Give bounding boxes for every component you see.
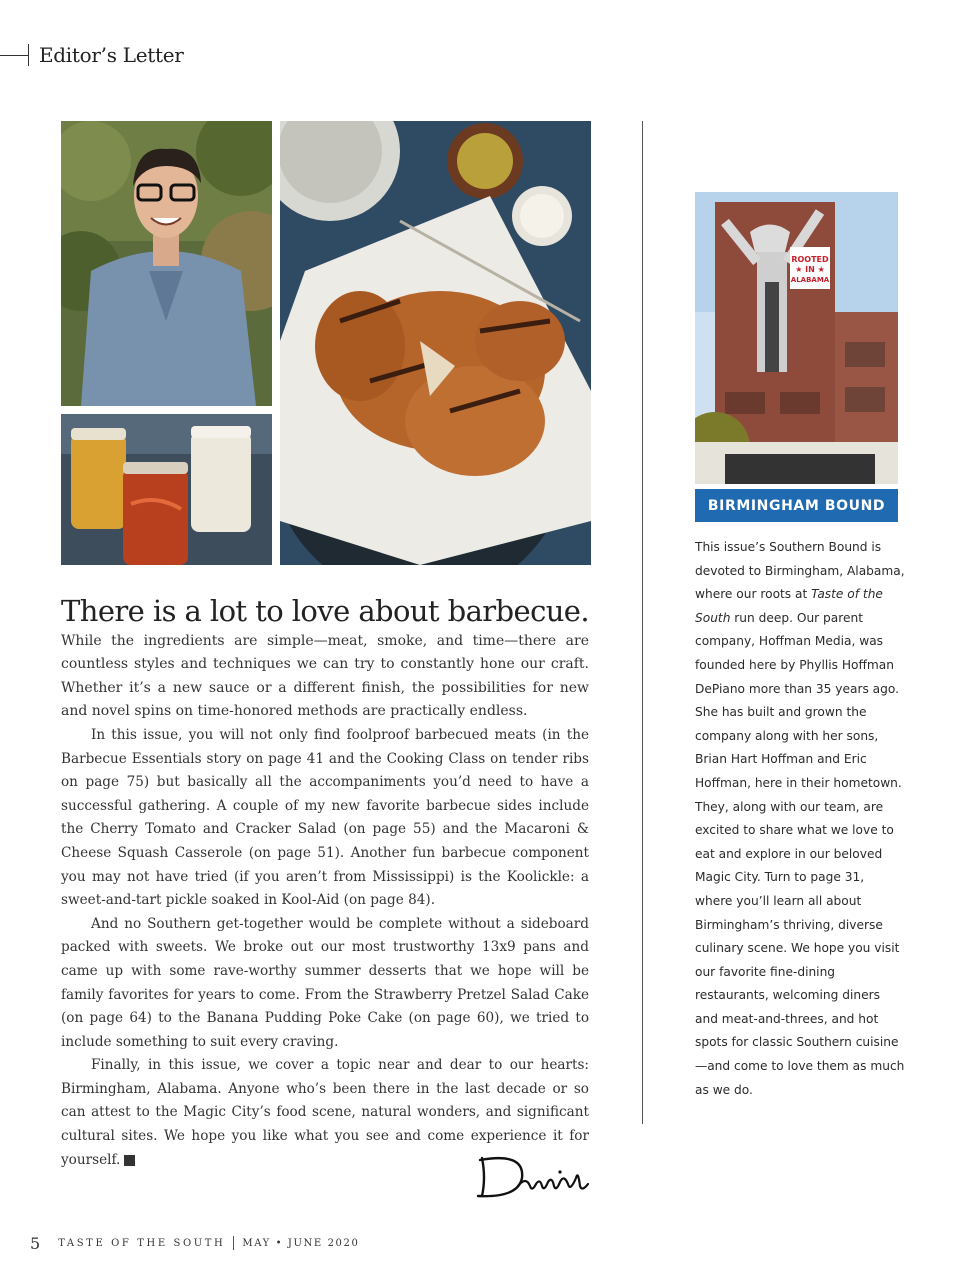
grilled-chicken-photo [280, 121, 591, 565]
mural-sign-text: ROOTED [791, 255, 829, 264]
article-paragraph: In this issue, you will not only find foolproof barbecued meats (in the Barbecue Essentials story on page 41 and the Cooking Class on tender ribs on page 75) but basically all the accompaniments you’d need to have a successful gathering. A couple of my new favorite barbecue sides include the Cherry Tomato and Cracker Salad (on page 55) and the Macaroni & Cheese Squash Casserole (on page 51). Another fun barbecue component you may not have tried (if you aren’t from Mississippi) is the Koolickle: a sweet-and-tart pickle soaked in Kool-Aid (on page 84). [61, 726, 589, 909]
section-tab [0, 40, 184, 70]
page-number: 5 [30, 1233, 41, 1253]
lead-heading: There is a lot to love about barbecue. [61, 594, 589, 628]
editor-signature [470, 1148, 595, 1203]
lead-paragraph [61, 596, 589, 724]
column-divider [642, 121, 643, 1124]
footer-divider [233, 1236, 234, 1250]
sauce-jars-photo [61, 414, 272, 565]
sidebar-body [695, 536, 905, 1102]
page-footer [30, 1232, 359, 1254]
article-body [61, 596, 589, 1172]
section-rule [0, 55, 28, 56]
article-paragraph-text: Finally, in this issue, we cover a topic near and dear to our hearts: Birmingham, Alabama. Anyone who’s been there in the last decade or so can attest to the Magic City’s food scene, natural wonders, and significant cultural sites. We hope you like what you see and come experience it for yourself. [61, 1057, 589, 1168]
sidebar-body-text: run deep. Our parent company, Hoffman Media, was founded here by Phyllis Hoffman DePiano more than 35 years ago. She has built and grown the company along with her sons, Brian Hart Hoffman and Eric Hoffman, here in their hometown. They, along with our team, are excited to share what we love to eat and explore in our beloved Magic City. Turn to page 31, where you’ll learn all about Birmingham’s thriving, diverse culinary scene. We hope you visit our favorite fine-dining restaurants, welcoming diners and meat-and-threes, and hot spots for classic Southern cuisine—and come to love them as much as we do. [695, 610, 905, 1097]
section-tick [28, 44, 29, 66]
magazine-name: TASTE OF THE SOUTH [58, 1237, 226, 1249]
sidebar-body-text: This issue’s Southern Bound is devoted to Birmingham, Alabama, where our roots at [695, 540, 905, 602]
end-mark-icon: t [124, 1155, 135, 1166]
article-paragraph: And no Southern get-together would be complete without a sideboard packed with sweets. We broke out our most trustworthy 13x9 pans and came up with some rave-worthy summer desserts that we hope will be family favorites for years to come. From the Strawberry Pretzel Salad Cake (on page 64) to the Banana Pudding Poke Cake (on page 60), we tried to include something to suit every craving. [61, 915, 589, 1050]
sidebar-header: BIRMINGHAM BOUND [695, 489, 898, 522]
section-label: Editor’s Letter [39, 43, 184, 67]
svg-text:ALABAMA: ALABAMA [790, 276, 830, 284]
birmingham-mural-photo [695, 192, 898, 484]
lead-text: While the ingredients are simple—meat, smoke, and time—there are countless styles and techniques we can try to constantly hone our craft. Whether it’s a new sauce or a different finish, the possibilities for new and novel spins on time-honored methods are practically endless. [61, 632, 589, 720]
issue-date: MAY • JUNE 2020 [242, 1237, 360, 1249]
sidebar-magazine-name: Taste of the South [695, 587, 883, 625]
svg-text:★ IN ★: ★ IN ★ [795, 265, 825, 274]
editor-portrait-photo [61, 121, 272, 406]
